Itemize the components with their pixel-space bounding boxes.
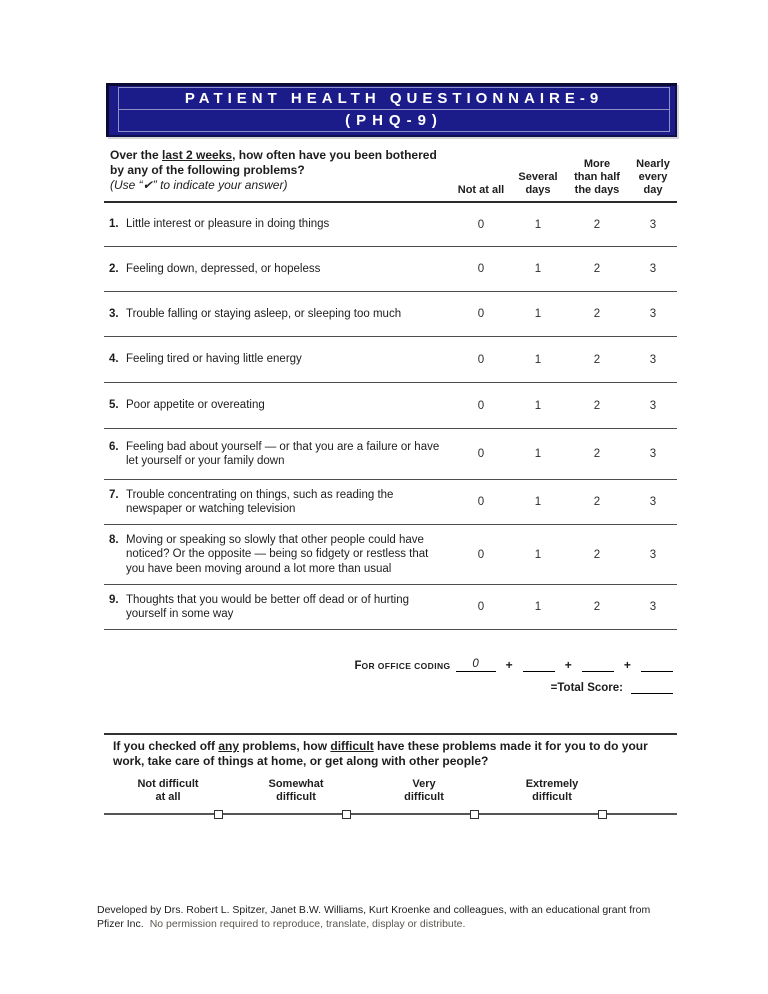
score-option-3[interactable]: 3 — [649, 496, 657, 508]
difficulty-checkbox-row — [154, 806, 677, 824]
question-text: 3. Trouble falling or staying asleep, or sleeping too much — [109, 307, 402, 320]
score-option-2[interactable]: 2 — [593, 399, 601, 412]
table-header-row — [104, 145, 677, 203]
footer-line-1: Developed by Drs. Robert L. Spitzer, Janet B.W. Williams, Kurt Kroenke and colleagues, with an educational grant from — [97, 904, 651, 916]
difficulty-option-labels — [104, 778, 677, 804]
score-option-1[interactable]: 1 — [534, 353, 542, 366]
question-text: 6. Feeling bad about yourself — or that you are a failure or have let yourself or your family down — [109, 440, 440, 467]
question-row-9 — [104, 585, 677, 630]
score-option-0[interactable]: 0 — [477, 263, 485, 275]
score-option-0[interactable]: 0 — [477, 399, 485, 412]
column-header-nearly-every-day: Nearly every day — [636, 158, 670, 196]
score-option-3[interactable]: 3 — [649, 548, 657, 561]
score-option-0[interactable]: 0 — [477, 218, 485, 231]
question-text: 4. Feeling tired or having little energy — [109, 353, 302, 366]
difficulty-question-line-2: work, take care of things at home, or get along with other people? — [113, 754, 489, 768]
document-title: PATIENT HEALTH QUESTIONNAIRE-9 — [119, 88, 669, 110]
coding-blank-3[interactable] — [582, 658, 614, 672]
checkbox-not-difficult[interactable] — [214, 810, 223, 819]
checkmark-icon: ✔ — [142, 178, 153, 192]
question-row-6 — [104, 429, 677, 480]
footer-line-2: Pfizer Inc. No permission required to reproduce, translate, display or distribute. — [97, 918, 466, 930]
score-option-1[interactable]: 1 — [534, 263, 542, 275]
score-option-1[interactable]: 1 — [534, 308, 542, 320]
total-score-label: =Total Score: — [550, 682, 623, 694]
footer-permission-note: No permission required to reproduce, translate, display or distribute. — [149, 918, 466, 930]
checkbox-somewhat-difficult[interactable] — [342, 810, 351, 819]
question-row-2 — [104, 247, 677, 292]
coding-blank-1[interactable]: 0 — [456, 658, 496, 672]
score-option-3[interactable]: 3 — [649, 353, 657, 366]
plus-sign: + — [623, 658, 631, 672]
question-text: 9. Thoughts that you would be better off dead or of hurting yourself in some way — [109, 593, 410, 620]
checkbox-very-difficult[interactable] — [470, 810, 479, 819]
total-score-blank[interactable] — [631, 680, 673, 694]
title-banner — [106, 83, 677, 137]
score-option-0[interactable]: 0 — [477, 548, 485, 561]
difficulty-question-line-1: If you checked off any problems, how difficult have these problems made it for you to do your — [113, 739, 648, 753]
question-row-3 — [104, 292, 677, 337]
total-score-line — [104, 680, 677, 694]
score-option-2[interactable]: 2 — [593, 496, 601, 508]
underlined-phrase: last 2 weeks — [162, 148, 233, 162]
document-subtitle: (PHQ-9) — [345, 112, 443, 129]
office-coding-label: F — [354, 660, 362, 672]
option-label-not-difficult: Not difficult at all — [137, 778, 199, 803]
instructions — [104, 148, 451, 193]
score-option-3[interactable]: 3 — [649, 263, 657, 275]
score-option-0[interactable]: 0 — [477, 308, 485, 320]
score-option-1[interactable]: 1 — [534, 218, 542, 231]
score-option-2[interactable]: 2 — [593, 263, 601, 275]
underlined-word: any — [218, 739, 240, 753]
option-label-very: Very difficult — [404, 778, 444, 803]
question-text: 7. Trouble concentrating on things, such as reading the newspaper or watching television — [109, 488, 394, 515]
instructions-line-2: by any of the following problems? — [110, 163, 305, 177]
score-option-2[interactable]: 2 — [593, 353, 601, 366]
score-option-1[interactable]: 1 — [534, 448, 542, 460]
coding-blank-2[interactable] — [523, 658, 555, 672]
checkbox-extremely-difficult[interactable] — [598, 810, 607, 819]
office-coding-section — [104, 658, 677, 694]
question-row-8 — [104, 525, 677, 585]
plus-sign: + — [505, 658, 513, 672]
question-row-4 — [104, 337, 677, 383]
score-option-2[interactable]: 2 — [593, 548, 601, 561]
question-table — [104, 145, 677, 630]
question-text: 5. Poor appetite or overeating — [109, 399, 265, 412]
plus-sign: + — [564, 658, 572, 672]
column-header-more-than-half: More than half the days — [574, 158, 620, 196]
question-text: 1. Little interest or pleasure in doing things — [109, 218, 330, 231]
underlined-word: difficult — [330, 739, 374, 753]
attribution-footer — [97, 903, 727, 931]
score-option-1[interactable]: 1 — [534, 496, 542, 508]
score-option-2[interactable]: 2 — [593, 218, 601, 231]
question-text: 2. Feeling down, depressed, or hopeless — [109, 262, 321, 275]
title-banner-inner-frame — [118, 87, 670, 132]
score-option-0[interactable]: 0 — [477, 496, 485, 508]
score-option-2[interactable]: 2 — [593, 601, 601, 613]
option-label-somewhat: Somewhat difficult — [268, 778, 324, 803]
difficulty-section — [104, 733, 677, 815]
score-option-3[interactable]: 3 — [649, 308, 657, 320]
question-row-1 — [104, 203, 677, 247]
score-option-3[interactable]: 3 — [649, 399, 657, 412]
score-option-3[interactable]: 3 — [649, 448, 657, 460]
column-header-several-days: Several days — [518, 171, 558, 196]
score-option-0[interactable]: 0 — [477, 601, 485, 613]
instructions-line-3: (Use “✔” to indicate your answer) — [110, 178, 288, 192]
score-option-1[interactable]: 1 — [534, 399, 542, 412]
score-option-0[interactable]: 0 — [477, 448, 485, 460]
score-option-1[interactable]: 1 — [534, 548, 542, 561]
instructions-line-1: Over the last 2 weeks, how often have you been bothered — [110, 148, 437, 162]
coding-blank-4[interactable] — [641, 658, 673, 672]
score-option-3[interactable]: 3 — [649, 601, 657, 613]
score-option-2[interactable]: 2 — [593, 448, 601, 460]
score-option-1[interactable]: 1 — [534, 601, 542, 613]
score-option-2[interactable]: 2 — [593, 308, 601, 320]
question-row-7 — [104, 480, 677, 525]
score-option-3[interactable]: 3 — [649, 218, 657, 231]
question-row-5 — [104, 383, 677, 429]
office-coding-line: FOR OFFICE CODING 0 + + + — [104, 658, 677, 672]
score-option-0[interactable]: 0 — [477, 353, 485, 366]
column-header-not-at-all: Not at all — [457, 184, 505, 196]
question-text: 8. Moving or speaking so slowly that other people could have noticed? Or the opposite — being so fidgety or restless that you have been moving around a lot more than usual — [109, 533, 429, 575]
option-label-extremely: Extremely difficult — [525, 778, 579, 803]
